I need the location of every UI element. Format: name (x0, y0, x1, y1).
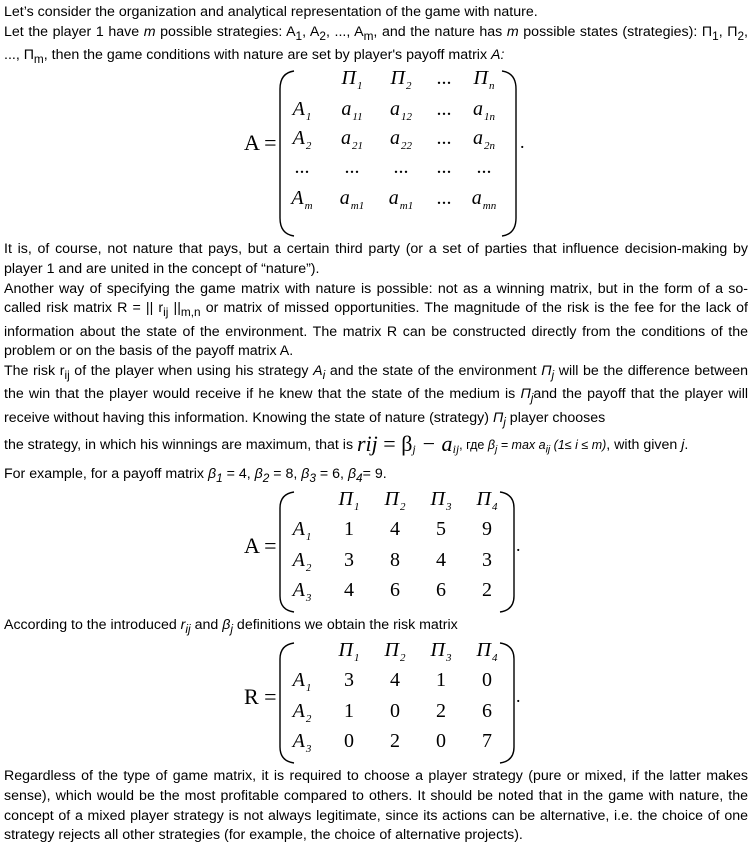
row-label-symbol: A (292, 127, 305, 150)
matrix-cell (473, 100, 495, 123)
row-label-symbol: A (292, 98, 305, 121)
third-party-paragraph: It is, of course, not nature that pays, but a certain third party (or a set of parties that influence decision-making by player 1 and are united in the concept of “nature”). (4, 241, 748, 278)
matrix-cell-subscript: 2n (484, 140, 495, 153)
matrix-cell-subscript: 22 (401, 140, 412, 153)
matrix-cell: 4 (390, 518, 400, 541)
matrix-cell (473, 129, 495, 152)
matrix-trail: . (516, 686, 521, 707)
row-label (293, 551, 312, 574)
column-header (385, 641, 406, 664)
matrix-cell-subscript: m1 (399, 200, 414, 213)
matrix-cell (390, 129, 412, 152)
matrix-cell-symbol: a (388, 187, 399, 210)
column-header-symbol: П (341, 67, 356, 90)
matrix-cell-symbol: a (473, 127, 483, 150)
matrix-cell-subscript: m1 (350, 200, 365, 213)
risk-matrix (4, 639, 748, 767)
row-label-symbol: A (291, 187, 304, 210)
payoff-matrix-example (4, 488, 748, 616)
matrix-brackets (4, 639, 748, 767)
matrix-cell: 5 (436, 518, 446, 541)
matrix-cell-symbol: a (473, 98, 483, 121)
row-label-subscript: 3 (305, 743, 312, 756)
column-header (437, 69, 452, 89)
matrix-cell: 0 (436, 730, 446, 753)
matrix-cell-symbol: ... (436, 127, 452, 150)
matrix-cell-symbol: ... (393, 156, 409, 179)
payoff-matrix-general (4, 69, 748, 240)
column-header-symbol: П (476, 639, 491, 662)
example-line: For example, for a payoff matrix $\beta_1 = 4$, $\beta_2 = 8$, $\beta_3 = 6$, $\beta_4= 9$. (4, 465, 387, 485)
matrix-cell (340, 189, 364, 212)
matrix-cell (341, 100, 362, 123)
matrix-cell-symbol: a (471, 187, 482, 210)
matrix-cell-subscript: mn (482, 200, 497, 213)
column-header-symbol: П (430, 639, 445, 662)
column-header-symbol: П (430, 488, 445, 511)
matrix-cell (389, 189, 413, 212)
matrix-cell-symbol: ... (436, 98, 452, 121)
matrix-cell-symbol: a (390, 127, 400, 150)
matrix-trail: . (516, 535, 521, 556)
risk-matrix-intro: According to the introduced $r_{ij}$ and $\beta_j$ definitions we obtain the risk matrix (4, 617, 458, 636)
matrix-cell: 0 (344, 730, 354, 753)
row-label-symbol: A (292, 730, 305, 753)
row-label (291, 189, 312, 212)
conclusion-paragraph: Regardless of the type of game matrix, it is required to choose a player strategy (pure or mixed, if the latter makes sense), which would be the most profitable compared to others. It should be noted that in the game with nature, the concept of a mixed player strategy is not always legitimate, since its actions can be alternative, i.e. the choice of one strategy rejects all other strategies (for example, the choice of alternative projects). (4, 768, 748, 844)
column-header-subscript: n (488, 80, 495, 93)
matrix-cell: 2 (390, 730, 400, 753)
row-label-subscript: 1 (305, 682, 312, 695)
matrix-cell: 0 (390, 700, 400, 723)
matrix-cell (345, 158, 360, 178)
risk-definition-paragraph: The risk $r_{ij}$ of the player when using his strategy $A_i$ and the state of the environment $П_j$ will be the difference between the win that the player would receive if he knew that the state of the medium is $П_jand$ the payoff that the player will receive without having this information. Knowing the state of nature (strategy) $П_j$ player chooses (4, 362, 749, 429)
column-header-symbol: П (384, 639, 399, 662)
matrix-cell-subscript: 11 (352, 111, 363, 124)
matrix-cell: 1 (344, 518, 354, 541)
row-label-symbol: ... (294, 156, 310, 179)
column-header-symbol: ... (436, 67, 452, 90)
matrix-trail: . (520, 132, 525, 153)
matrix-cell: 3 (344, 549, 354, 572)
matrix-cell: 2 (436, 700, 446, 723)
matrix-cell-symbol: ... (344, 156, 360, 179)
column-header-subscript: 2 (399, 652, 406, 665)
row-label-symbol: A (292, 549, 305, 572)
matrix-cell (390, 100, 412, 123)
row-label-subscript: 2 (305, 140, 312, 153)
column-header-symbol: П (476, 488, 491, 511)
column-header-symbol: П (390, 67, 405, 90)
matrix-cell (437, 189, 452, 209)
row-label (293, 520, 312, 543)
column-header-symbol: П (384, 488, 399, 511)
column-header (431, 490, 452, 513)
row-label (293, 702, 312, 725)
matrix-cell: 6 (390, 579, 400, 602)
row-label-symbol: A (292, 669, 305, 692)
column-header (477, 641, 498, 664)
column-header-subscript: 4 (491, 501, 498, 514)
matrix-label: R = (244, 684, 277, 710)
column-header (474, 69, 495, 92)
column-header (391, 69, 412, 92)
matrix-cell: 0 (482, 669, 492, 692)
row-label (293, 732, 312, 755)
row-label (293, 129, 312, 152)
matrix-cell (477, 158, 492, 178)
matrix-cell: 4 (344, 579, 354, 602)
row-label-symbol: A (292, 579, 305, 602)
row-label (295, 158, 310, 178)
column-header-subscript: 2 (399, 501, 406, 514)
matrix-cell: 4 (436, 549, 446, 572)
intro-paragraph: Let the player 1 have m possible strategies: $A_1$, $A_2$, ..., $A_m$, and the nature has m possible states (strategies): $П_1$, $П_2$, ..., $П_m$, then the game conditions with nature are set by player's payoff matrix A: (4, 23, 748, 66)
matrix-cell-symbol: ... (436, 187, 452, 210)
column-header (477, 490, 498, 513)
row-label (293, 100, 312, 123)
column-header-subscript: 1 (353, 501, 360, 514)
matrix-brackets (4, 69, 748, 240)
column-header (431, 641, 452, 664)
column-header-subscript: 3 (445, 501, 452, 514)
row-label-symbol: A (292, 518, 305, 541)
column-header (342, 69, 363, 92)
matrix-cell: 6 (436, 579, 446, 602)
matrix-cell: 4 (390, 669, 400, 692)
row-label-subscript: 1 (305, 111, 312, 124)
row-label-subscript: m (304, 200, 313, 213)
column-header-symbol: П (473, 67, 488, 90)
column-header (339, 641, 360, 664)
column-header-subscript: 2 (405, 80, 412, 93)
column-header-subscript: 4 (491, 652, 498, 665)
matrix-cell (437, 100, 452, 120)
matrix-cell: 6 (482, 700, 492, 723)
matrix-label: A = (244, 533, 277, 559)
column-header-symbol: П (338, 488, 353, 511)
matrix-cell (437, 158, 452, 178)
matrix-cell: 8 (390, 549, 400, 572)
row-label-subscript: 3 (305, 592, 312, 605)
matrix-cell-symbol: ... (476, 156, 492, 179)
column-header-symbol: П (338, 639, 353, 662)
matrix-cell-symbol: a (341, 98, 352, 121)
column-header-subscript: 3 (445, 652, 452, 665)
matrix-cell-subscript: 21 (352, 140, 363, 153)
matrix-cell (437, 129, 452, 149)
matrix-cell-symbol: a (390, 98, 400, 121)
matrix-brackets (4, 488, 748, 616)
row-label-symbol: A (292, 700, 305, 723)
matrix-cell: 9 (482, 518, 492, 541)
column-header (339, 490, 360, 513)
matrix-cell: 1 (344, 700, 354, 723)
matrix-cell-subscript: 12 (401, 111, 412, 124)
intro-line: Let’s consider the organization and analytical representation of the game with nature. (4, 4, 538, 20)
row-label-subscript: 2 (305, 713, 312, 726)
matrix-cell-symbol: a (341, 127, 351, 150)
row-label-subscript: 1 (305, 531, 312, 544)
document-page (4, 3, 748, 846)
column-header-subscript: 1 (356, 80, 363, 93)
risk-matrix-paragraph: Another way of specifying the game matrix with nature is possible: not as a winning matrix, but in the form of a so-called risk matrix R = || $r_{ij}$ $||_{m,n}$ or matrix of missed opportunities. The magnitude of the risk is the fee for the lack of information about the state of the environment. The matrix R can be constructed directly from the conditions of the problem or on the basis of the payoff matrix A. (4, 280, 748, 360)
matrix-cell-subscript: 1n (484, 111, 495, 124)
risk-formula-line: the strategy, in which his winnings are maximum, that is rij = $\beta_j - a_{ij}$, где $\beta_j = \max a_{ij}$ (1≤ i ≤ m), with given j. (4, 431, 689, 457)
matrix-cell: 3 (482, 549, 492, 572)
column-header (385, 490, 406, 513)
matrix-label: A = (244, 130, 277, 156)
matrix-cell (472, 189, 496, 212)
matrix-cell: 2 (482, 579, 492, 602)
matrix-cell: 7 (482, 730, 492, 753)
matrix-cell: 3 (344, 669, 354, 692)
row-label (293, 581, 312, 604)
matrix-cell-symbol: ... (436, 156, 452, 179)
matrix-cell (341, 129, 363, 152)
row-label (293, 671, 312, 694)
row-label-subscript: 2 (305, 562, 312, 575)
matrix-cell: 1 (436, 669, 446, 692)
matrix-cell (394, 158, 409, 178)
matrix-cell-symbol: a (339, 187, 350, 210)
column-header-subscript: 1 (353, 652, 360, 665)
